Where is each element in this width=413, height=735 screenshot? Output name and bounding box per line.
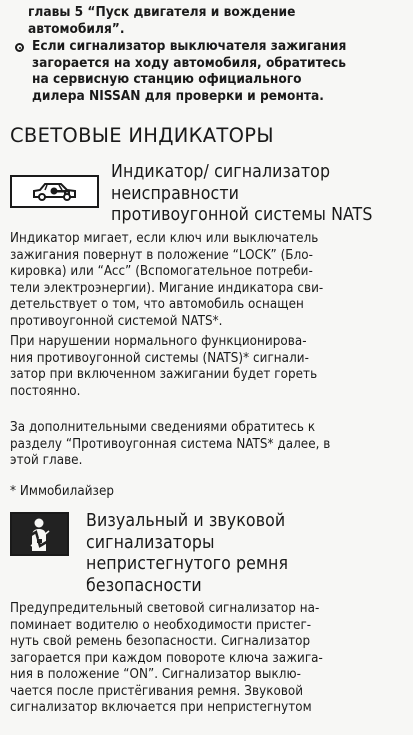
seatbelt-title-line: безопасности [86, 575, 202, 596]
seatbelt-warning-icon [10, 512, 69, 556]
text-line: зажигания повернут в положение “LOCK” (Бло- [10, 247, 313, 263]
nats-paragraph-3 [10, 420, 330, 470]
text-line: детельствует о том, что автомобиль оснащен [10, 297, 304, 312]
bullet-note-line: дилера NISSAN для проверки и ремонта. [32, 87, 324, 104]
text-line: При нарушении нормального функционирова- [10, 334, 307, 349]
seatbelt-title-line: сигнализаторы [86, 532, 215, 553]
text-line: загорается при каждом повороте ключа зажига- [10, 650, 323, 666]
text-line: За дополнительными сведениями обратитесь к [10, 420, 316, 435]
text-line: сигнализатор включается при непристегнутом [10, 700, 312, 715]
nats-title-line: неисправности [111, 183, 240, 204]
nats-paragraph-1 [10, 231, 323, 330]
bullet-note [32, 38, 346, 104]
intro-line: главы 5 “Пуск двигателя и вождение [28, 4, 296, 20]
intro-text [28, 4, 295, 37]
text-line: противоугонной системой NATS*. [10, 313, 223, 329]
seatbelt-title [86, 511, 288, 597]
nats-title [111, 162, 372, 227]
text-line: постоянно. [10, 383, 81, 399]
text-line: ния противоугонной системы (NATS)* сигнали- [10, 350, 309, 366]
seatbelt-paragraph-1 [10, 601, 323, 717]
seatbelt-title-line: непристегнутого ремня [86, 554, 289, 574]
text-line: поминает водителю о необходимости пристег- [10, 617, 312, 633]
nats-paragraph-2 [10, 334, 317, 400]
bullet-note-line: Если сигнализатор выключателя зажигания [32, 38, 347, 54]
section-heading: СВЕТОВЫЕ ИНДИКАТОРЫ [10, 124, 274, 147]
text-line: затор при включенном зажигании будет гореть [10, 367, 318, 382]
nats-title-line: Индикатор/ сигнализатор [111, 162, 331, 182]
car-key-icon [10, 175, 99, 208]
text-line: разделу “Противоугонная система NATS* далее, в [10, 436, 331, 452]
text-line: кировка) или “Acc” (Вспомогательное потреби- [10, 264, 313, 279]
footnote: * Иммобилайзер [10, 484, 115, 499]
intro-line: автомобиля”. [28, 20, 125, 37]
text-line: Индикатор мигает, если ключ или выключатель [10, 231, 319, 246]
bullet-icon [15, 43, 24, 52]
text-line: нуть свой ремень безопасности. Сигнализатор [10, 634, 311, 649]
bullet-note-line: загорается на ходу автомобиля, обратитесь [32, 54, 346, 71]
bullet-note-line: на сервисную станцию официального [32, 71, 302, 88]
text-line: этой главе. [10, 453, 83, 468]
text-line: тели электроэнергии). Мигание индикатора сви- [10, 280, 324, 296]
text-line: чается после пристёгивания ремня. Звуковой [10, 683, 304, 699]
nats-title-line: противоугонной системы NATS [111, 205, 373, 225]
text-line: ния в положение “ON”. Сигнализатор выклю- [10, 667, 301, 682]
text-line: Предупредительный световой сигнализатор на- [10, 601, 320, 616]
seatbelt-title-line: Визуальный и звуковой [86, 511, 286, 531]
